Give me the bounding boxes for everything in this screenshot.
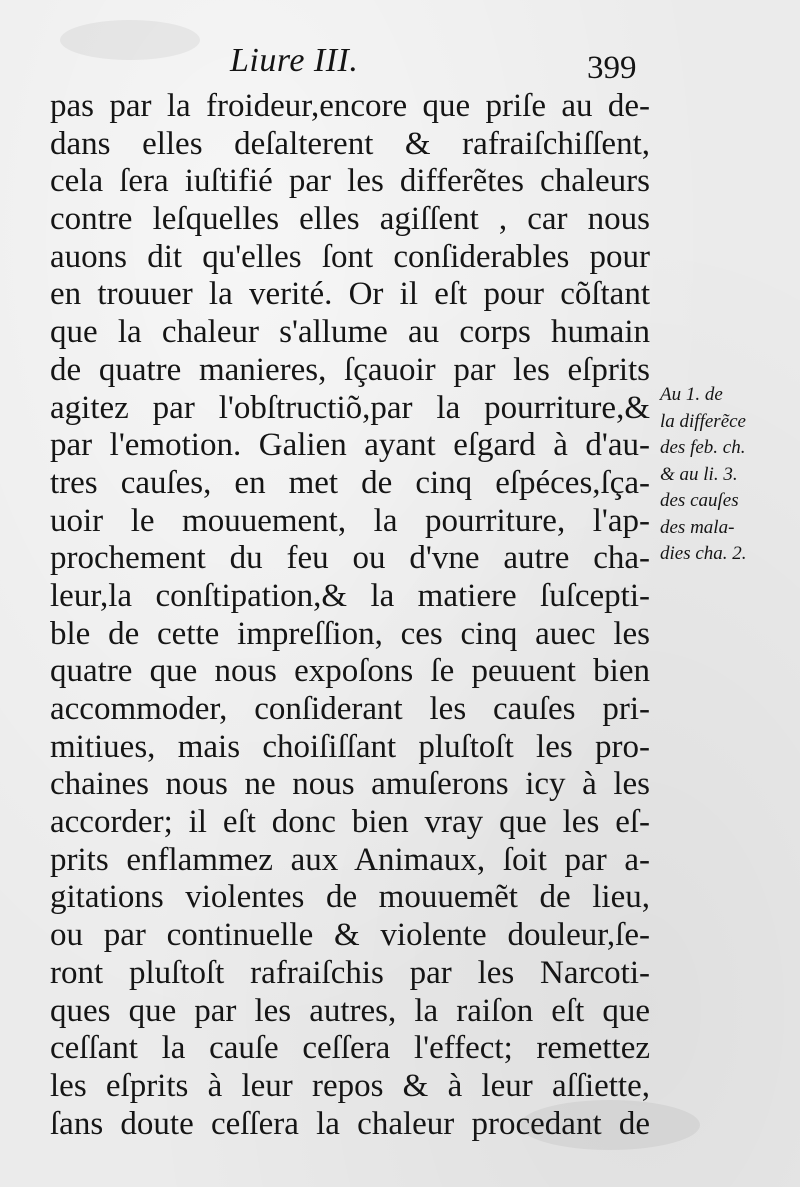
paper-stain bbox=[60, 20, 200, 60]
text-line: ble de cette impreſſion, ces cinq auec les bbox=[50, 615, 650, 652]
text-line: les eſprits à leur repos & à leur aſſiette, bbox=[50, 1067, 650, 1104]
text-line: ceſſant la cauſe ceſſera l'effect; remettez bbox=[50, 1030, 650, 1067]
text-line: auons dit qu'elles ſont conſiderables pour bbox=[50, 238, 650, 275]
margin-note-line: des mala- bbox=[660, 516, 735, 538]
text-line: pas par la froideur,encore que priſe au de- bbox=[50, 88, 650, 124]
text-line: ques que par les autres, la raiſon eſt que bbox=[50, 992, 650, 1029]
text-line: cela ſera iuſtifié par les differẽtes chaleurs bbox=[50, 163, 650, 200]
text-line: contre leſquelles elles agiſſent , car nous bbox=[50, 201, 650, 238]
main-text-block bbox=[50, 88, 650, 1143]
text-line: dans elles deſalterent & rafraiſchiſſent, bbox=[50, 125, 650, 162]
margin-note-line: Au 1. de bbox=[660, 384, 723, 405]
text-line: mitiues, mais choiſiſſant pluſtoſt les pro- bbox=[50, 728, 650, 765]
text-line: accorder; il eſt donc bien vray que les eſ- bbox=[50, 804, 650, 841]
margin-note-line: & au li. 3. bbox=[660, 463, 738, 485]
running-head: Liure III. bbox=[230, 42, 359, 79]
text-line: chaines nous ne nous amuſerons icy à les bbox=[50, 766, 650, 803]
text-line: ſans doute ceſſera la chaleur procedant de bbox=[50, 1105, 650, 1142]
text-line: gitations violentes de mouuemẽt de lieu, bbox=[50, 879, 650, 916]
text-line: accommoder, conſiderant les cauſes pri- bbox=[50, 691, 650, 727]
text-line: tres cauſes, en met de cinq eſpéces,ſça- bbox=[50, 464, 650, 501]
text-line: ront pluſtoſt rafraiſchis par les Narcoti- bbox=[50, 954, 650, 991]
text-line: que la chaleur s'allume au corps humain bbox=[50, 314, 650, 351]
margin-note-line: la differẽce bbox=[660, 410, 746, 432]
text-line: ou par continuelle & violente douleur,ſe- bbox=[50, 917, 650, 954]
marginal-note bbox=[660, 382, 790, 568]
margin-note-line: dies cha. 2. bbox=[660, 543, 747, 564]
text-line: agitez par l'obſtructiõ,par la pourriture,& bbox=[50, 389, 650, 426]
text-line: par l'emotion. Galien ayant eſgard à d'au- bbox=[50, 427, 650, 464]
text-line: quatre que nous expoſons ſe peuuent bien bbox=[50, 653, 650, 690]
text-line: de quatre manieres, ſçauoir par les eſprits bbox=[50, 351, 650, 388]
text-line: prochement du feu ou d'vne autre cha- bbox=[50, 540, 650, 577]
margin-note-line: des feb. ch. bbox=[660, 437, 746, 458]
text-line: prits enflammez aux Animaux, ſoit par a- bbox=[50, 841, 650, 878]
text-line: leur,la conſtipation,& la matiere ſuſcepti- bbox=[50, 577, 650, 614]
text-line: uoir le mouuement, la pourriture, l'ap- bbox=[50, 502, 650, 539]
margin-note-line: des cauſes bbox=[660, 490, 739, 511]
page-number: 399 bbox=[587, 50, 637, 86]
text-line: en trouuer la verité. Or il eſt pour cõſtant bbox=[50, 276, 650, 313]
